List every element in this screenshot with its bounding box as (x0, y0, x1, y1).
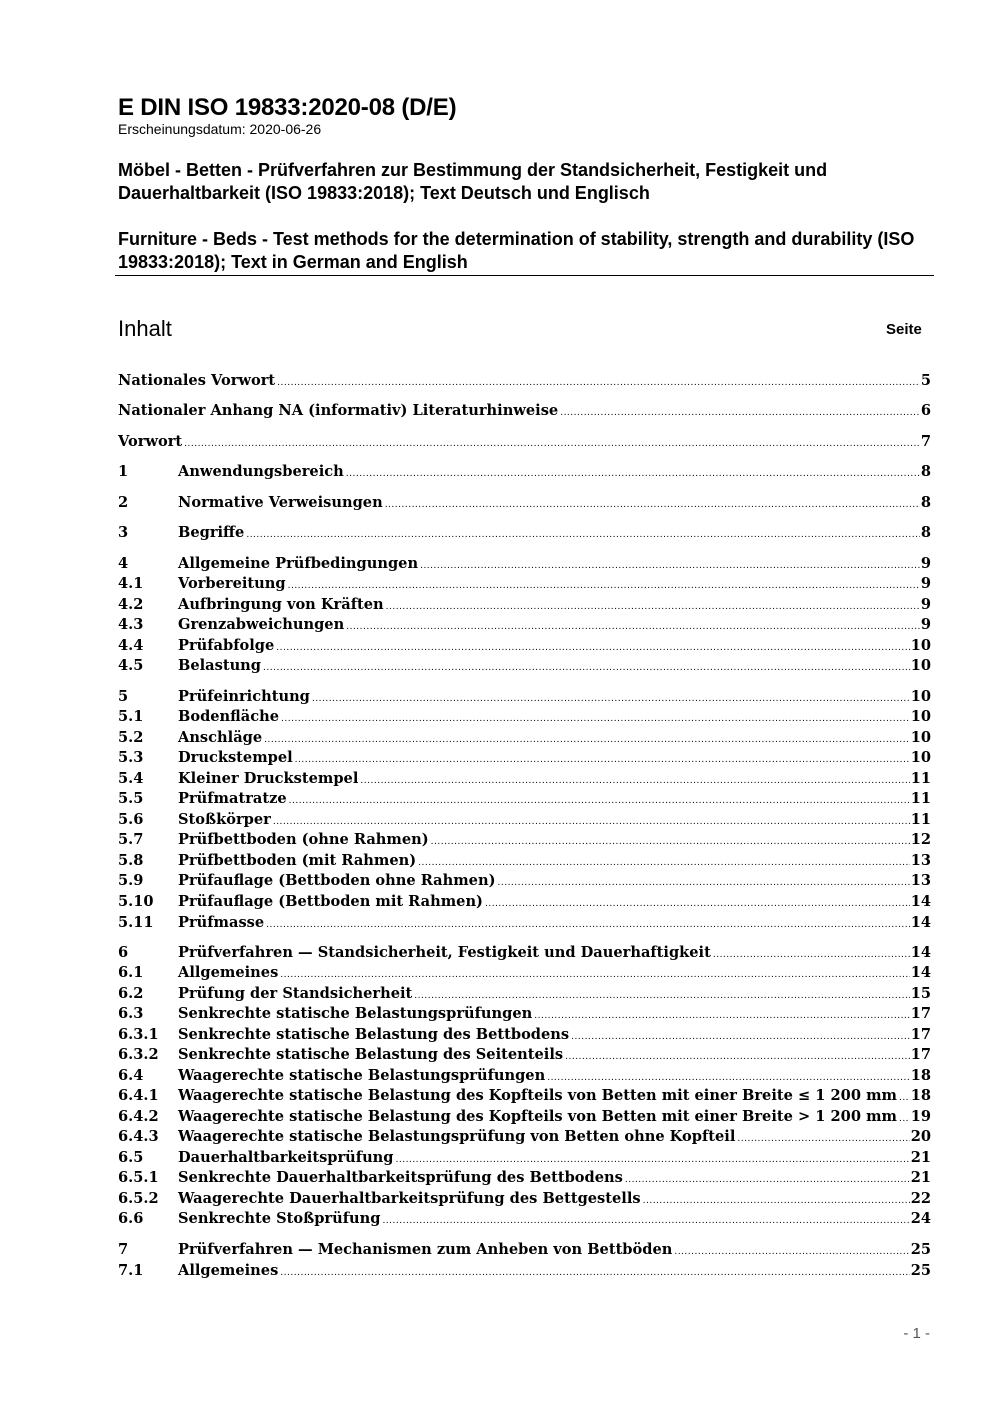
toc-dot-leader (534, 1006, 909, 1026)
document-number: E DIN ISO 19833:2020-08 (D/E) (118, 94, 457, 121)
toc-dot-leader (547, 1068, 909, 1088)
toc-entry-page: 9 (920, 616, 931, 633)
toc-entry[interactable] (118, 913, 931, 933)
toc-entry-page: 7 (920, 433, 931, 450)
toc-entry[interactable] (118, 810, 931, 830)
toc-dot-leader (288, 576, 920, 596)
toc-dot-leader (674, 1242, 909, 1262)
toc-entry-page: 14 (910, 914, 931, 931)
toc-dot-leader (280, 965, 909, 985)
toc-entry-title: Vorwort (118, 433, 183, 450)
toc-entry-page: 19 (910, 1108, 931, 1125)
toc-dot-leader (571, 1027, 910, 1047)
header-divider (115, 275, 934, 276)
toc-entry-number: 6.2 (118, 985, 144, 1002)
toc-heading: Inhalt (118, 316, 172, 341)
toc-dot-leader (497, 873, 909, 893)
toc-entry-number: 5.7 (118, 831, 144, 848)
toc-entry-number: 6.4.1 (118, 1087, 159, 1104)
toc-entry-number: 6.4.3 (118, 1128, 159, 1145)
toc-entry[interactable] (118, 963, 931, 983)
toc-entry-number: 5.9 (118, 872, 144, 889)
toc-dot-leader (346, 464, 920, 484)
toc-entry[interactable] (118, 1086, 931, 1106)
toc-entry[interactable] (118, 892, 931, 912)
toc-entry[interactable] (118, 401, 931, 421)
toc-entry-number: 5.10 (118, 893, 154, 910)
toc-entry-page: 22 (910, 1190, 931, 1207)
toc-entry-number: 5.4 (118, 770, 144, 787)
toc-entry-number: 6.6 (118, 1210, 144, 1227)
toc-entry-page: 14 (910, 893, 931, 910)
toc-entry-title: Waagerechte statische Belastungsprüfung von Betten ohne Kopfteil (178, 1128, 736, 1145)
toc-entry[interactable] (118, 656, 931, 676)
toc-entry-number: 6.5 (118, 1149, 144, 1166)
toc-entry-page: 17 (910, 1005, 931, 1022)
toc-entry-number: 5 (118, 688, 129, 705)
toc-dot-leader (414, 986, 909, 1006)
toc-entry[interactable] (118, 728, 931, 748)
toc-dot-leader (263, 658, 910, 678)
toc-dot-leader (277, 373, 920, 393)
toc-entry[interactable] (118, 1025, 931, 1045)
toc-entry-title: Prüfung der Standsicherheit (178, 985, 413, 1002)
toc-dot-leader (418, 853, 910, 873)
toc-entry-page: 24 (910, 1210, 931, 1227)
toc-entry-number: 4.5 (118, 657, 144, 674)
toc-entry[interactable] (118, 493, 931, 513)
toc-entry-title: Normative Verweisungen (178, 494, 383, 511)
toc-entry-title: Vorbereitung (178, 575, 286, 592)
toc-entry-page: 18 (910, 1067, 931, 1084)
publication-date: Erscheinungsdatum: 2020-06-26 (118, 121, 322, 137)
toc-entry-title: Waagerechte statische Belastung des Kopfteils von Betten mit einer Breite > 1 200 mm (178, 1108, 897, 1125)
title-german: Möbel - Betten - Prüfverfahren zur Bestimmung der Standsicherheit, Festigkeit und Dauerhaltbarkeit (ISO 19833:2018); Text Deutsch und Englisch (118, 160, 828, 203)
toc-entry-number: 7 (118, 1241, 129, 1258)
toc-entry-page: 11 (910, 770, 931, 787)
toc-entry-page: 17 (910, 1026, 931, 1043)
toc-entry[interactable] (118, 554, 931, 574)
toc-entry-title: Nationales Vorwort (118, 372, 276, 389)
toc-entry-number: 2 (118, 494, 129, 511)
toc-entry[interactable] (118, 851, 931, 871)
toc-entry-page: 9 (920, 555, 931, 572)
toc-dot-leader (386, 597, 920, 617)
toc-entry-page: 10 (910, 688, 931, 705)
toc-entry-page: 20 (910, 1128, 931, 1145)
toc-entry[interactable] (118, 1189, 931, 1209)
toc-entry[interactable] (118, 1066, 931, 1086)
toc-dot-leader (420, 556, 920, 576)
toc-entry[interactable] (118, 789, 931, 809)
toc-entry-page: 15 (910, 985, 931, 1002)
toc-entry-title: Prüfmatratze (178, 790, 287, 807)
toc-entry-page: 14 (910, 964, 931, 981)
toc-dot-leader (360, 771, 909, 791)
toc-entry-title: Belastung (178, 657, 262, 674)
toc-entry[interactable] (118, 1168, 931, 1188)
toc-dot-leader (289, 791, 910, 811)
toc-dot-leader (899, 1088, 910, 1108)
toc-entry[interactable] (118, 984, 931, 1004)
toc-entry-page: 11 (910, 811, 931, 828)
toc-entry-page: 14 (910, 944, 931, 961)
toc-entry-page: 12 (910, 831, 931, 848)
toc-entry[interactable] (118, 687, 931, 707)
toc-entry[interactable] (118, 636, 931, 656)
toc-entry-title: Prüfbettboden (ohne Rahmen) (178, 831, 429, 848)
toc-dot-leader (560, 403, 920, 423)
toc-entry-number: 5.1 (118, 708, 144, 725)
toc-entry-page: 6 (920, 402, 931, 419)
toc-entry-number: 5.6 (118, 811, 144, 828)
toc-dot-leader (643, 1191, 910, 1211)
toc-entry-number: 4.3 (118, 616, 144, 633)
toc-entry-number: 6.4.2 (118, 1108, 159, 1125)
toc-entry-title: Senkrechte Dauerhaltbarkeitsprüfung des Bettbodens (178, 1169, 623, 1186)
toc-dot-leader (431, 832, 910, 852)
toc-entry-title: Nationaler Anhang NA (informativ) Literaturhinweise (118, 402, 559, 419)
toc-entry-title: Senkrechte statische Belastungsprüfungen (178, 1005, 533, 1022)
toc-entry[interactable] (118, 830, 931, 850)
toc-entry-number: 6.3.2 (118, 1046, 159, 1063)
toc-entry[interactable] (118, 1261, 931, 1281)
toc-entry[interactable] (118, 1004, 931, 1024)
toc-dot-leader (396, 1150, 910, 1170)
toc-entry-title: Druckstempel (178, 749, 293, 766)
toc-entry[interactable] (118, 462, 931, 482)
toc-entry[interactable] (118, 1209, 931, 1229)
toc-entry-page: 25 (910, 1241, 931, 1258)
toc-entry-title: Allgemeines (178, 964, 279, 981)
toc-entry-title: Prüfverfahren — Standsicherheit, Festigkeit und Dauerhaftigkeit (178, 944, 711, 961)
toc-entry-title: Senkrechte Stoßprüfung (178, 1210, 381, 1227)
toc-entry-page: 13 (910, 872, 931, 889)
toc-entry[interactable] (118, 1045, 931, 1065)
toc-entry-page: 8 (920, 524, 931, 541)
toc-entry[interactable] (118, 523, 931, 543)
toc-entry[interactable] (118, 432, 931, 452)
toc-entry[interactable] (118, 1107, 931, 1127)
toc-entry-title: Grenzabweichungen (178, 616, 345, 633)
toc-entry-number: 5.3 (118, 749, 144, 766)
toc-entry-page: 9 (920, 575, 931, 592)
toc-entry-title: Anschläge (178, 729, 263, 746)
toc-dot-leader (246, 525, 920, 545)
toc-entry[interactable] (118, 943, 931, 963)
toc-dot-leader (273, 812, 910, 832)
toc-entry[interactable] (118, 1240, 931, 1260)
toc-entry-title: Prüfabfolge (178, 637, 275, 654)
toc-dot-leader (266, 915, 910, 935)
toc-entry-page: 25 (910, 1262, 931, 1279)
toc-entry-number: 5.8 (118, 852, 144, 869)
toc-entry-title: Prüfverfahren — Mechanismen zum Anheben von Bettböden (178, 1241, 673, 1258)
toc-entry-title: Waagerechte Dauerhaltbarkeitsprüfung des Bettgestells (178, 1190, 641, 1207)
toc-dot-leader (295, 750, 910, 770)
toc-entry-number: 6.3.1 (118, 1026, 159, 1043)
toc-entry-title: Prüfeinrichtung (178, 688, 310, 705)
toc-entry-title: Bodenfläche (178, 708, 280, 725)
toc-dot-leader (264, 730, 910, 750)
toc-page-label: Seite (886, 321, 922, 338)
title-english: Furniture - Beds - Test methods for the determination of stability, strength and durability (ISO 19833:2018); Text in German and English (118, 229, 915, 272)
toc-dot-leader (280, 1263, 909, 1283)
toc-entry[interactable] (118, 707, 931, 727)
toc-entry-title: Prüfmasse (178, 914, 265, 931)
toc-entry-number: 1 (118, 463, 129, 480)
toc-entry-title: Dauerhaltbarkeitsprüfung (178, 1149, 394, 1166)
toc-entry-number: 6.5.2 (118, 1190, 159, 1207)
toc-dot-leader (281, 709, 910, 729)
toc-entry-number: 6.3 (118, 1005, 144, 1022)
toc-entry-number: 4.2 (118, 596, 144, 613)
toc-entry-page: 13 (910, 852, 931, 869)
toc-entry[interactable] (118, 371, 931, 391)
toc-entry-page: 11 (910, 790, 931, 807)
toc-entry-title: Begriffe (178, 524, 245, 541)
toc-entry-title: Stoßkörper (178, 811, 271, 828)
toc-entry-number: 4 (118, 555, 129, 572)
toc-entry[interactable] (118, 595, 931, 615)
toc-entry-title: Waagerechte statische Belastungsprüfungen (178, 1067, 546, 1084)
page-number: - 1 - (903, 1325, 930, 1342)
toc-entry-page: 10 (910, 749, 931, 766)
toc-entry-title: Prüfbettboden (mit Rahmen) (178, 852, 417, 869)
toc-dot-leader (276, 638, 909, 658)
toc-entry-number: 5.5 (118, 790, 144, 807)
toc-entry-title: Prüfauflage (Bettboden mit Rahmen) (178, 893, 483, 910)
toc-entry-title: Allgemeine Prüfbedingungen (178, 555, 419, 572)
toc-entry-number: 4.1 (118, 575, 144, 592)
toc-entry-title: Allgemeines (178, 1262, 279, 1279)
toc-entry[interactable] (118, 615, 931, 635)
toc-dot-leader (485, 894, 910, 914)
toc-dot-leader (899, 1109, 910, 1129)
toc-dot-leader (312, 689, 910, 709)
toc-dot-leader (382, 1211, 909, 1231)
toc-entry-page: 21 (910, 1169, 931, 1186)
toc-entry-page: 17 (910, 1046, 931, 1063)
toc-dot-leader (565, 1047, 910, 1067)
toc-dot-leader (385, 495, 920, 515)
toc-dot-leader (713, 945, 910, 965)
toc-entry-title: Kleiner Druckstempel (178, 770, 359, 787)
toc-dot-leader (346, 617, 920, 637)
toc-entry-number: 6.5.1 (118, 1169, 159, 1186)
toc-entry-page: 8 (920, 494, 931, 511)
toc-entry-page: 5 (920, 372, 931, 389)
toc-dot-leader (737, 1129, 909, 1149)
toc-entry-page: 10 (910, 708, 931, 725)
toc-entry-page: 18 (910, 1087, 931, 1104)
toc-dot-leader (184, 434, 920, 454)
toc-entry-page: 10 (910, 657, 931, 674)
toc-entry-page: 9 (920, 596, 931, 613)
toc-entry-number: 7.1 (118, 1262, 144, 1279)
toc-entry-title: Aufbringung von Kräften (178, 596, 384, 613)
toc-entry[interactable] (118, 1127, 931, 1147)
toc-entry-title: Prüfauflage (Bettboden ohne Rahmen) (178, 872, 496, 889)
toc-entry-title: Waagerechte statische Belastung des Kopfteils von Betten mit einer Breite ≤ 1 200 mm (178, 1087, 897, 1104)
toc-entry[interactable] (118, 574, 931, 594)
toc-entry-title: Senkrechte statische Belastung des Seitenteils (178, 1046, 564, 1063)
toc-entry-page: 21 (910, 1149, 931, 1166)
toc-entry-page: 10 (910, 637, 931, 654)
toc-entry-number: 4.4 (118, 637, 144, 654)
toc-entry-number: 6 (118, 944, 129, 961)
toc-entry-number: 6.1 (118, 964, 144, 981)
toc-entry[interactable] (118, 769, 931, 789)
toc-entry-number: 5.2 (118, 729, 144, 746)
toc-entry-number: 3 (118, 524, 129, 541)
toc-entry-number: 5.11 (118, 914, 154, 931)
toc-entry-page: 10 (910, 729, 931, 746)
toc-dot-leader (625, 1170, 910, 1190)
toc-entry-number: 6.4 (118, 1067, 144, 1084)
toc-entry-page: 8 (920, 463, 931, 480)
toc-entry-title: Anwendungsbereich (178, 463, 344, 480)
toc-entry[interactable] (118, 1148, 931, 1168)
toc-entry[interactable] (118, 748, 931, 768)
toc-entry[interactable] (118, 871, 931, 891)
toc-entry-title: Senkrechte statische Belastung des Bettbodens (178, 1026, 570, 1043)
